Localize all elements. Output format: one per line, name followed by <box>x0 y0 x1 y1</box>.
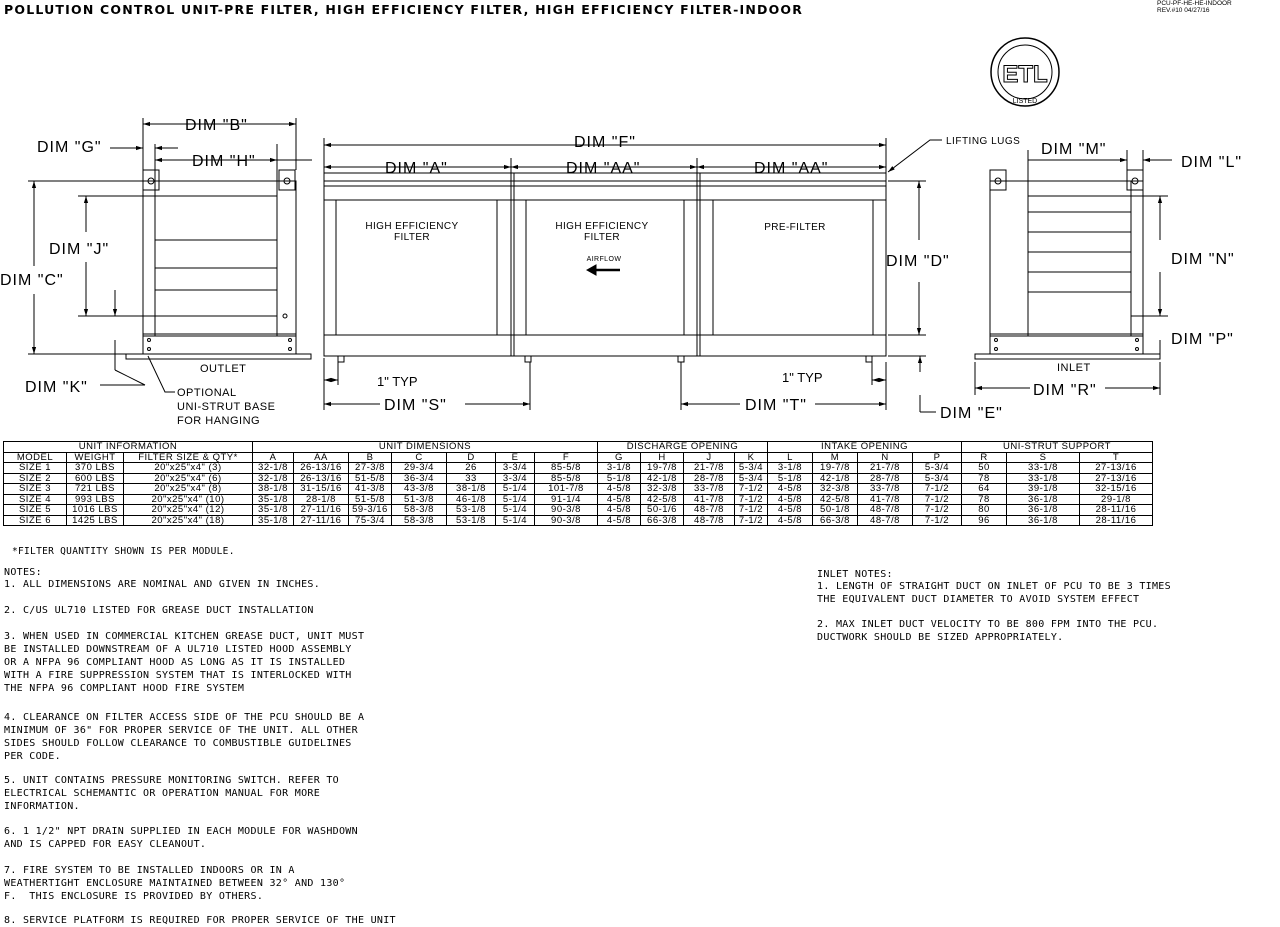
table-cell: 48-7/8 <box>858 505 913 516</box>
dim-l-label: DIM "L" <box>1181 154 1243 171</box>
table-cell: SIZE 2 <box>4 473 67 484</box>
table-cell: 58-3/8 <box>392 515 447 526</box>
table-cell: 21-7/8 <box>684 463 735 474</box>
typ-label-1: 1" TYP <box>377 374 418 389</box>
note-item: 7. FIRE SYSTEM TO BE INSTALLED INDOORS OR IN A WEATHERTIGHT ENCLOSURE MAINTAINED BETWEEN 32° AND 130° F. THIS ENCLOSURE IS PROVIDED BY OTHERS. <box>4 865 346 902</box>
note-item: 6. 1 1/2" NPT DRAIN SUPPLIED IN EACH MODULE FOR WASHDOWN AND IS CAPPED FOR EASY CLEANOUT. <box>4 826 358 850</box>
notes-heading: NOTES: <box>4 567 42 578</box>
table-cell: 66-3/8 <box>813 515 858 526</box>
column-header: AA <box>294 452 349 463</box>
table-cell: 53-1/8 <box>447 515 496 526</box>
table-cell: 20"x25"x4" (18) <box>124 515 253 526</box>
table-cell: 4-5/8 <box>768 484 813 495</box>
table-cell: 27-13/16 <box>1080 463 1153 474</box>
table-cell: SIZE 5 <box>4 505 67 516</box>
etl-mark-text: ETL <box>1002 61 1048 88</box>
column-header: E <box>496 452 535 463</box>
table-cell: 19-7/8 <box>641 463 684 474</box>
table-cell: 33-1/8 <box>1007 473 1080 484</box>
table-cell: 28-1/8 <box>294 494 349 505</box>
table-cell: 85-5/8 <box>535 463 598 474</box>
column-header: N <box>858 452 913 463</box>
dim-e-label: DIM "E" <box>940 405 1003 422</box>
dim-r-label: DIM "R" <box>1033 382 1097 399</box>
table-cell: 50 <box>962 463 1007 474</box>
table-cell: 32-3/8 <box>641 484 684 495</box>
table-row <box>4 463 1153 474</box>
table-cell: 4-5/8 <box>598 484 641 495</box>
table-cell: 370 LBS <box>67 463 124 474</box>
table-cell: 48-7/8 <box>684 505 735 516</box>
airflow-label: AIRFLOW <box>586 256 622 263</box>
table-cell: SIZE 4 <box>4 494 67 505</box>
dim-k-label: DIM "K" <box>25 379 88 396</box>
table-row <box>4 494 1153 505</box>
table-cell: 101-7/8 <box>535 484 598 495</box>
dim-n-label: DIM "N" <box>1171 251 1235 268</box>
outlet-end-view <box>126 170 311 359</box>
table-cell: 28-7/8 <box>858 473 913 484</box>
note-item: 2. C/US UL710 LISTED FOR GREASE DUCT INSTALLATION <box>4 605 314 616</box>
column-header: G <box>598 452 641 463</box>
dim-aa-label-2: DIM "AA" <box>754 160 829 177</box>
table-cell: 26-13/16 <box>294 473 349 484</box>
table-cell: 53-1/8 <box>447 505 496 516</box>
table-cell: 1016 LBS <box>67 505 124 516</box>
table-cell: 29-1/8 <box>1080 494 1153 505</box>
table-cell: 19-7/8 <box>813 463 858 474</box>
dim-a-label: DIM "A" <box>385 160 448 177</box>
table-cell: SIZE 6 <box>4 515 67 526</box>
column-header: FILTER SIZE & QTY* <box>124 452 253 463</box>
column-header: H <box>641 452 684 463</box>
note-item: 4. CLEARANCE ON FILTER ACCESS SIDE OF THE PCU SHOULD BE A MINIMUM OF 36" FOR PROPER SERVICE OF THE UNIT. ALL OTHER SIDES SHOULD FOLLOW CLEARANCE TO COMBUSTIBLE GUIDELINES PER CODE. <box>4 712 365 762</box>
table-cell: 1425 LBS <box>67 515 124 526</box>
table-cell: 41-7/8 <box>858 494 913 505</box>
inlet-label: INLET <box>1057 362 1091 374</box>
table-cell: 33-1/8 <box>1007 463 1080 474</box>
note-item: 1. ALL DIMENSIONS ARE NOMINAL AND GIVEN IN INCHES. <box>4 579 321 590</box>
column-header: R <box>962 452 1007 463</box>
table-cell: 32-3/8 <box>813 484 858 495</box>
table-cell: 5-3/4 <box>735 463 768 474</box>
column-header: C <box>392 452 447 463</box>
table-footnote: *FILTER QUANTITY SHOWN IS PER MODULE. <box>12 546 235 557</box>
table-cell: 80 <box>962 505 1007 516</box>
inlet-end-view <box>975 170 1160 359</box>
table-cell: 35-1/8 <box>253 494 294 505</box>
table-cell: 31-15/16 <box>294 484 349 495</box>
table-row <box>4 484 1153 495</box>
table-cell: 36-3/4 <box>392 473 447 484</box>
table-cell: 78 <box>962 494 1007 505</box>
section-1-line-1: HIGH EFFICIENCY <box>365 221 459 232</box>
technical-drawing <box>0 0 1280 440</box>
table-cell: 42-5/8 <box>813 494 858 505</box>
dim-c-label: DIM "C" <box>0 272 64 289</box>
table-cell: SIZE 1 <box>4 463 67 474</box>
column-header: K <box>735 452 768 463</box>
table-row <box>4 515 1153 526</box>
table-cell: 50-1/8 <box>813 505 858 516</box>
column-header: WEIGHT <box>67 452 124 463</box>
table-cell: 78 <box>962 473 1007 484</box>
table-cell: 20"x25"x4" (12) <box>124 505 253 516</box>
table-cell: 7-1/2 <box>735 494 768 505</box>
table-cell: 20"x25"x4" (10) <box>124 494 253 505</box>
note-item: 3. WHEN USED IN COMMERCIAL KITCHEN GREASE DUCT, UNIT MUST BE INSTALLED DOWNSTREAM OF A UL710 LISTED HOOD ASSEMBLY OR A NFPA 96 COMPLIANT HOOD AS LONG AS IT IS INSTALLED WITH A FIRE SUPPRESSION SYSTEM THAT IS INTERLOCKED WITH THE NFPA 96 COMPLIANT HOOD FIRE SYSTEM <box>4 631 365 694</box>
lifting-lugs-label: LIFTING LUGS <box>946 136 1021 147</box>
table-cell: 3-1/8 <box>598 463 641 474</box>
table-cell: 4-5/8 <box>768 494 813 505</box>
group-header: INTAKE OPENING <box>768 442 962 453</box>
table-cell: 3-1/8 <box>768 463 813 474</box>
table-cell: 51-3/8 <box>392 494 447 505</box>
table-cell: 3-3/4 <box>496 463 535 474</box>
table-cell: 36-1/8 <box>1007 515 1080 526</box>
group-header: UNI-STRUT SUPPORT <box>962 442 1153 453</box>
table-cell: 5-1/4 <box>496 494 535 505</box>
column-header-row <box>4 452 1153 463</box>
revision: REV.#10 04/27/16 <box>1157 7 1210 14</box>
inlet-note-item: 1. LENGTH OF STRAIGHT DUCT ON INLET OF PCU TO BE 3 TIMES THE EQUIVALENT DUCT DIAMETER TO AVOID SYSTEM EFFECT <box>817 581 1171 605</box>
table-cell: 28-11/16 <box>1080 505 1153 516</box>
dim-h-label: DIM "H" <box>192 153 256 170</box>
section-2-line-2: FILTER <box>583 232 621 243</box>
table-cell: 33-7/8 <box>858 484 913 495</box>
table-cell: 600 LBS <box>67 473 124 484</box>
table-cell: 42-1/8 <box>641 473 684 484</box>
table-cell: 7-1/2 <box>913 484 962 495</box>
table-cell: 32-1/8 <box>253 463 294 474</box>
table-row <box>4 505 1153 516</box>
table-cell: 7-1/2 <box>735 515 768 526</box>
table-cell: 38-1/8 <box>253 484 294 495</box>
table-cell: 75-3/4 <box>349 515 392 526</box>
table-cell: 51-5/8 <box>349 494 392 505</box>
dim-b-label: DIM "B" <box>185 117 248 134</box>
note-item: 5. UNIT CONTAINS PRESSURE MONITORING SWITCH. REFER TO ELECTRICAL SCHEMANTIC OR OPERATION MANUAL FOR MORE INFORMATION. <box>4 775 339 812</box>
table-cell: 26 <box>447 463 496 474</box>
group-header: UNIT DIMENSIONS <box>253 442 598 453</box>
table-cell: 90-3/8 <box>535 505 598 516</box>
table-cell: 85-5/8 <box>535 473 598 484</box>
section-3-label: PRE-FILTER <box>764 222 826 233</box>
spec-table-body <box>4 463 1153 526</box>
table-cell: 38-1/8 <box>447 484 496 495</box>
table-cell: 27-11/16 <box>294 515 349 526</box>
dim-s-label: DIM "S" <box>384 397 447 414</box>
unit-spec-table <box>3 441 1153 526</box>
dim-g-label: DIM "G" <box>37 139 102 156</box>
table-cell: 20"x25"x4" (6) <box>124 473 253 484</box>
table-cell: 7-1/2 <box>913 505 962 516</box>
column-header: S <box>1007 452 1080 463</box>
table-cell: 21-7/8 <box>858 463 913 474</box>
table-cell: 5-3/4 <box>913 463 962 474</box>
inlet-notes-heading: INLET NOTES: <box>817 569 893 580</box>
column-header: P <box>913 452 962 463</box>
inlet-note-item: 2. MAX INLET DUCT VELOCITY TO BE 800 FPM INTO THE PCU. DUCTWORK SHOULD BE SIZED APPROPRIATELY. <box>817 619 1159 643</box>
table-cell: 5-1/8 <box>768 473 813 484</box>
note-item: 8. SERVICE PLATFORM IS REQUIRED FOR PROPER SERVICE OF THE UNIT <box>4 915 396 926</box>
optional-base-line-3: FOR HANGING <box>177 415 261 427</box>
table-cell: 5-1/4 <box>496 484 535 495</box>
table-cell: 66-3/8 <box>641 515 684 526</box>
column-header: B <box>349 452 392 463</box>
table-cell: 4-5/8 <box>598 505 641 516</box>
table-cell: 26-13/16 <box>294 463 349 474</box>
table-cell: 5-1/4 <box>496 505 535 516</box>
column-header: M <box>813 452 858 463</box>
column-header: T <box>1080 452 1153 463</box>
table-cell: 51-5/8 <box>349 473 392 484</box>
table-cell: 64 <box>962 484 1007 495</box>
table-cell: SIZE 3 <box>4 484 67 495</box>
table-cell: 29-3/4 <box>392 463 447 474</box>
table-cell: 96 <box>962 515 1007 526</box>
table-cell: 41-3/8 <box>349 484 392 495</box>
table-cell: 27-11/16 <box>294 505 349 516</box>
table-cell: 42-1/8 <box>813 473 858 484</box>
section-1-line-2: FILTER <box>393 232 431 243</box>
table-cell: 721 LBS <box>67 484 124 495</box>
dim-f-label: DIM "F" <box>574 134 636 151</box>
etl-listed-text: LISTED <box>1012 98 1038 105</box>
lifting-lug-icon <box>1127 170 1143 190</box>
dim-t-label: DIM "T" <box>745 397 807 414</box>
table-cell: 43-3/8 <box>392 484 447 495</box>
column-header: A <box>253 452 294 463</box>
table-cell: 58-3/8 <box>392 505 447 516</box>
side-view <box>324 173 886 362</box>
table-cell: 33-7/8 <box>684 484 735 495</box>
table-cell: 4-5/8 <box>768 515 813 526</box>
document-id: PCU-PF-HE-HE-INDOOR <box>1157 0 1232 7</box>
table-cell: 32-15/16 <box>1080 484 1153 495</box>
table-cell: 20"x25"x4" (8) <box>124 484 253 495</box>
dim-p-label: DIM "P" <box>1171 331 1234 348</box>
table-cell: 4-5/8 <box>598 494 641 505</box>
table-cell: 35-1/8 <box>253 515 294 526</box>
table-cell: 59-3/16 <box>349 505 392 516</box>
dim-j-label: DIM "J" <box>49 241 110 258</box>
table-cell: 36-1/8 <box>1007 505 1080 516</box>
column-header: L <box>768 452 813 463</box>
outlet-label: OUTLET <box>200 363 247 375</box>
table-cell: 4-5/8 <box>598 515 641 526</box>
table-cell: 48-7/8 <box>858 515 913 526</box>
dim-aa-label-1: DIM "AA" <box>566 160 641 177</box>
table-cell: 3-3/4 <box>496 473 535 484</box>
column-header: D <box>447 452 496 463</box>
table-cell: 4-5/8 <box>768 505 813 516</box>
optional-base-line-2: UNI-STRUT BASE <box>177 401 276 413</box>
table-cell: 7-1/2 <box>735 505 768 516</box>
lifting-lug-icon <box>279 170 295 190</box>
table-cell: 90-3/8 <box>535 515 598 526</box>
table-cell: 7-1/2 <box>913 494 962 505</box>
drawing-title: POLLUTION CONTROL UNIT-PRE FILTER, HIGH EFFICIENCY FILTER, HIGH EFFICIENCY FILTER-INDOOR <box>4 2 804 17</box>
table-cell: 5-3/4 <box>735 473 768 484</box>
table-cell: 28-11/16 <box>1080 515 1153 526</box>
table-cell: 20"x25"x4" (3) <box>124 463 253 474</box>
typ-label-2: 1" TYP <box>782 370 823 385</box>
group-header: UNIT INFORMATION <box>4 442 253 453</box>
group-header: DISCHARGE OPENING <box>598 442 768 453</box>
table-cell: 39-1/8 <box>1007 484 1080 495</box>
column-header: F <box>535 452 598 463</box>
table-cell: 27-3/8 <box>349 463 392 474</box>
table-cell: 5-3/4 <box>913 473 962 484</box>
dim-m-label: DIM "M" <box>1041 141 1107 158</box>
table-cell: 27-13/16 <box>1080 473 1153 484</box>
table-cell: 5-1/8 <box>598 473 641 484</box>
table-cell: 48-7/8 <box>684 515 735 526</box>
table-cell: 28-7/8 <box>684 473 735 484</box>
column-header: J <box>684 452 735 463</box>
table-cell: 46-1/8 <box>447 494 496 505</box>
table-cell: 36-1/8 <box>1007 494 1080 505</box>
table-cell: 5-1/4 <box>496 515 535 526</box>
lifting-lug-icon <box>143 170 159 190</box>
table-cell: 91-1/4 <box>535 494 598 505</box>
table-cell: 50-1/6 <box>641 505 684 516</box>
optional-base-line-1: OPTIONAL <box>177 387 237 399</box>
table-cell: 993 LBS <box>67 494 124 505</box>
table-cell: 7-1/2 <box>735 484 768 495</box>
dim-d-label: DIM "D" <box>886 253 950 270</box>
table-cell: 7-1/2 <box>913 515 962 526</box>
table-cell: 35-1/8 <box>253 505 294 516</box>
table-row <box>4 473 1153 484</box>
table-cell: 42-5/8 <box>641 494 684 505</box>
table-cell: 41-7/8 <box>684 494 735 505</box>
column-header: MODEL <box>4 452 67 463</box>
lifting-lug-icon <box>990 170 1006 190</box>
group-header-row <box>4 442 1153 453</box>
section-2-line-1: HIGH EFFICIENCY <box>555 221 649 232</box>
table-cell: 32-1/8 <box>253 473 294 484</box>
table-cell: 33 <box>447 473 496 484</box>
